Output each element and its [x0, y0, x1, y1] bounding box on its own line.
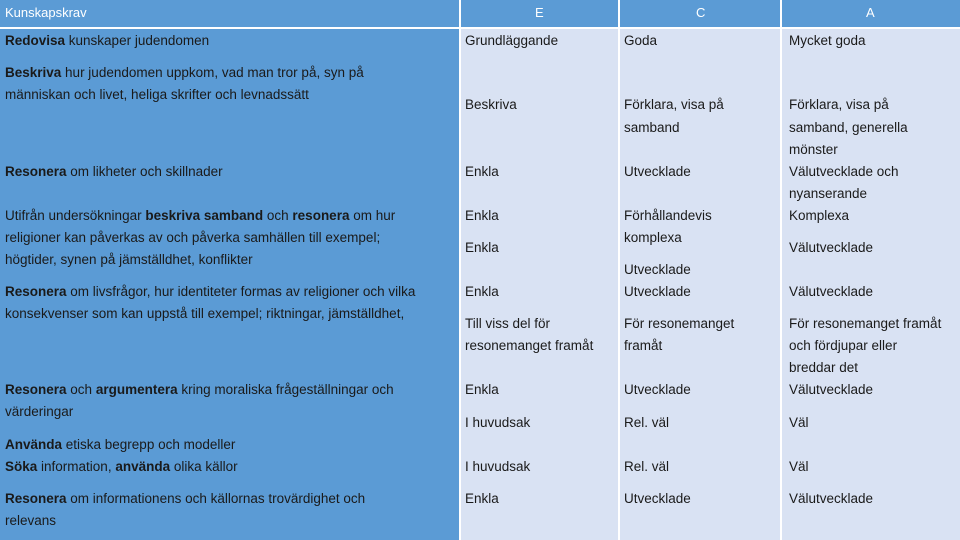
- header-a-cell: [782, 0, 960, 27]
- criteria-line: Utifrån undersökningar beskriva samband och resonera om hur: [5, 208, 396, 223]
- e-cell: Enkla: [465, 284, 499, 299]
- criteria-line: Resonera och argumentera kring moraliska frågeställningar och: [5, 382, 394, 397]
- header-criteria: Kunskapskrav: [5, 5, 87, 20]
- a-cell: Väl: [789, 459, 809, 474]
- a-cell: Välutvecklade: [789, 491, 874, 506]
- a-cell: och fördjupar eller: [789, 338, 898, 353]
- c-cell: Utvecklade: [624, 284, 691, 299]
- criteria-line: Använda etiska begrepp och modeller: [5, 437, 236, 452]
- e-cell: Enkla: [465, 208, 499, 223]
- criteria-line: högtider, synen på jämställdhet, konflikter: [5, 252, 253, 267]
- c-cell: komplexa: [624, 230, 682, 245]
- c-cell: Utvecklade: [624, 262, 691, 277]
- c-cell: framåt: [624, 338, 663, 353]
- c-cell: Utvecklade: [624, 164, 691, 179]
- criteria-line: Beskriva hur judendomen uppkom, vad man tror på, syn på: [5, 65, 364, 80]
- c-cell: Utvecklade: [624, 382, 691, 397]
- e-cell: Enkla: [465, 240, 499, 255]
- a-cell: mönster: [789, 142, 838, 157]
- criteria-line: konsekvenser som kan uppstå till exempel; riktningar, jämställdhet,: [5, 306, 405, 321]
- a-cell: Förklara, visa på: [789, 97, 889, 112]
- criteria-line: människan och livet, heliga skrifter och levnadssätt: [5, 87, 309, 102]
- a-cell: Välutvecklade: [789, 240, 874, 255]
- a-cell: Väl: [789, 415, 809, 430]
- criteria-line: Redovisa kunskaper judendomen: [5, 33, 210, 48]
- header-criteria-cell: [0, 0, 459, 27]
- c-cell: Rel. väl: [624, 415, 670, 430]
- c-cell: Förhållandevis: [624, 208, 712, 223]
- a-cell: Välutvecklade och: [789, 164, 899, 179]
- c-cell: samband: [624, 120, 680, 135]
- criteria-line: Resonera om informationens och källornas trovärdighet och: [5, 491, 366, 506]
- header-c-cell: [620, 0, 780, 27]
- criteria-line: relevans: [5, 513, 57, 528]
- criteria-line: värderingar: [5, 404, 74, 419]
- header-e-cell: [461, 0, 618, 27]
- a-cell: nyanserande: [789, 186, 868, 201]
- e-cell: Beskriva: [465, 97, 517, 112]
- header-c: C: [696, 5, 706, 20]
- a-cell: samband, generella: [789, 120, 908, 135]
- criteria-line: religioner kan påverkas av och påverka samhällen till exempel;: [5, 230, 381, 245]
- a-cell: För resonemanget framåt: [789, 316, 942, 331]
- criteria-line: Söka information, använda olika källor: [5, 459, 238, 474]
- e-cell: Till viss del för: [465, 316, 551, 331]
- criteria-line: Resonera om livsfrågor, hur identiteter formas av religioner och vilka: [5, 284, 416, 299]
- header-a: A: [866, 5, 875, 20]
- e-cell: I huvudsak: [465, 459, 531, 474]
- c-cell: Goda: [624, 33, 658, 48]
- e-cell: Enkla: [465, 164, 499, 179]
- c-cell: Utvecklade: [624, 491, 691, 506]
- a-cell: Mycket goda: [789, 33, 866, 48]
- c-cell: Förklara, visa på: [624, 97, 724, 112]
- e-cell: I huvudsak: [465, 415, 531, 430]
- a-cell: breddar det: [789, 360, 859, 375]
- e-cell: Enkla: [465, 382, 499, 397]
- a-cell: Komplexa: [789, 208, 850, 223]
- criteria-line: Resonera om likheter och skillnader: [5, 164, 223, 179]
- e-cell: resonemanget framåt: [465, 338, 594, 353]
- a-cell: Välutvecklade: [789, 284, 874, 299]
- c-cell: För resonemanget: [624, 316, 735, 331]
- e-cell: Enkla: [465, 491, 499, 506]
- c-cell: Rel. väl: [624, 459, 670, 474]
- a-cell: Välutvecklade: [789, 382, 874, 397]
- header-e: E: [535, 5, 544, 20]
- e-cell: Grundläggande: [465, 33, 559, 48]
